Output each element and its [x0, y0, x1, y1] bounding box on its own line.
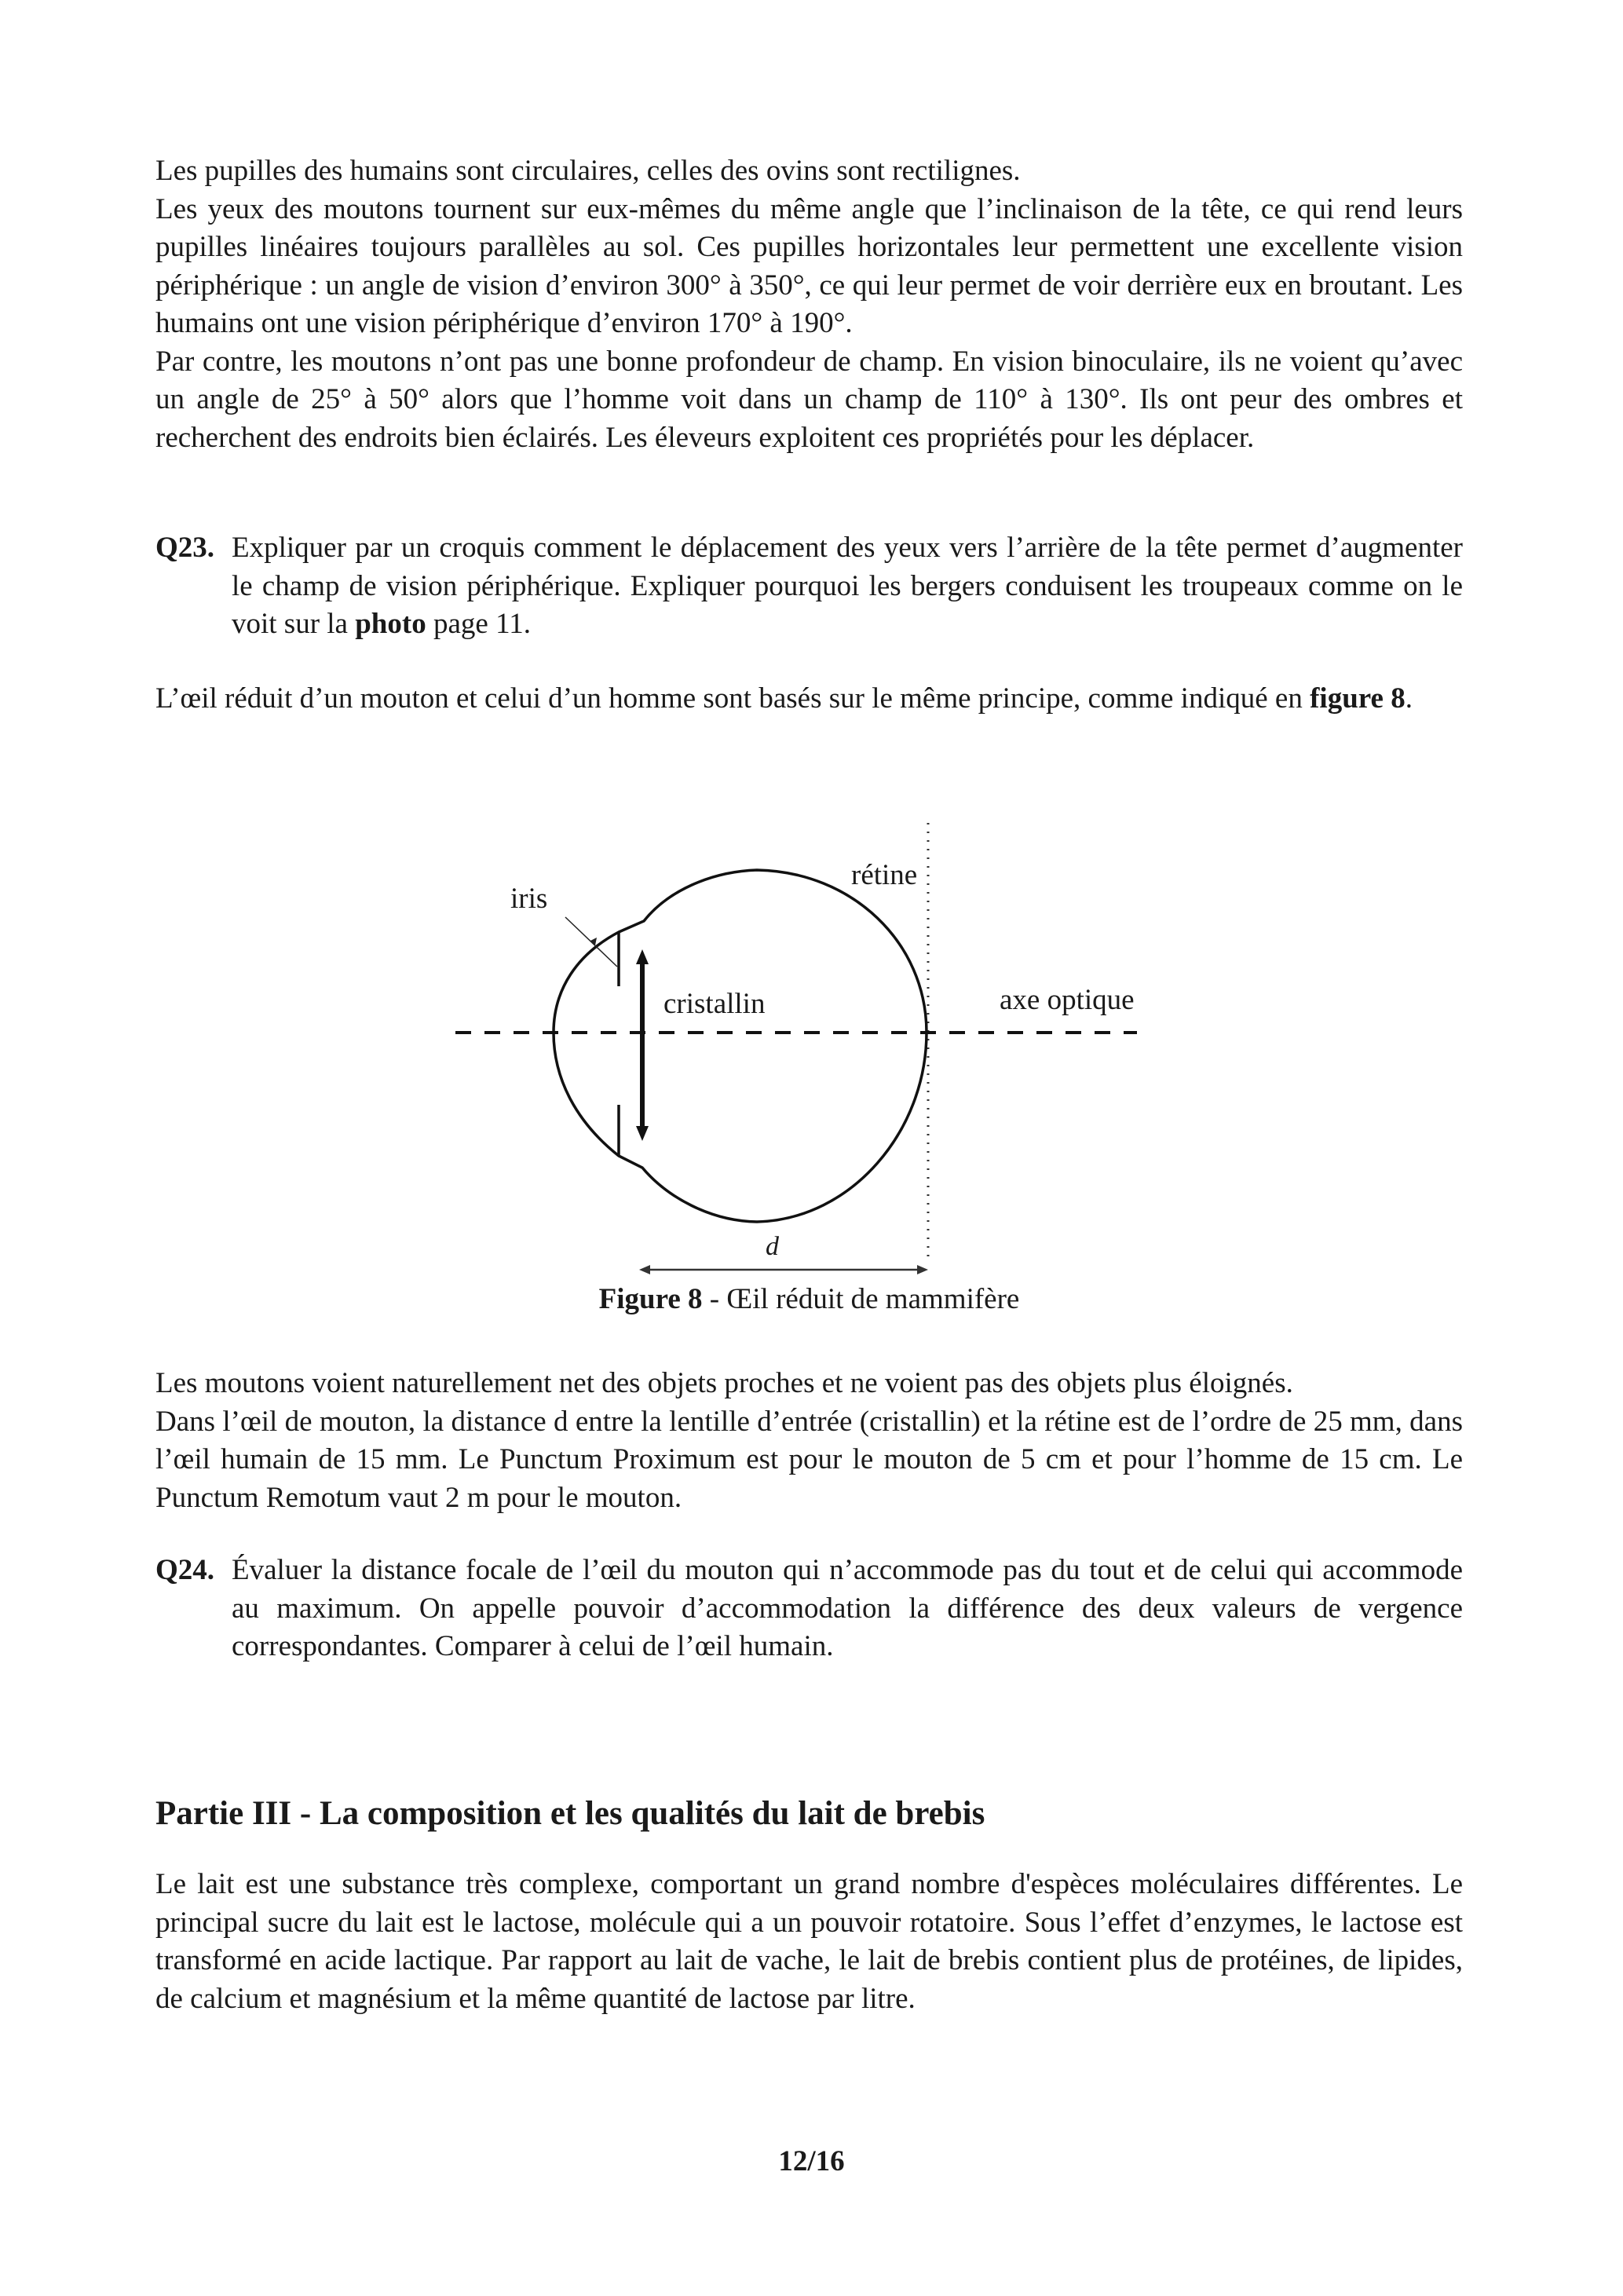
page-number: 12/16 — [778, 2145, 845, 2177]
section-heading: Partie III - La composition et les qualités du lait de brebis — [155, 1795, 985, 1832]
lens-arrowhead-top — [636, 949, 649, 964]
question-text-part: page 11. — [426, 608, 531, 640]
label-retine: rétine — [851, 859, 918, 891]
iris-pointer-line — [565, 917, 617, 967]
sheep-eyes-rotation-text: Les yeux des moutons tournent sur eux-mêmes du même angle que l’inclinaison de la tête, ce qui rend leurs pupilles linéaires toujours parallèles au sol. Ces pupilles horizontales leur permettent une excellente vision périphérique : un angle de vision d’environ 300° à 350°, ce qui leur permet de voir derrière eux en broutant. Les humains ont une vision périphérique d’environ 170° à 190°. — [155, 192, 1463, 339]
d-arrowhead-left — [639, 1265, 650, 1274]
near-vision-sentence: Les moutons voient naturellement net des objets proches et ne voient pas des objets plus éloignés. — [155, 1367, 1293, 1399]
lens-arrowhead-bottom — [636, 1126, 649, 1141]
label-axe-optique: axe optique — [1000, 984, 1135, 1016]
paragraph-end: . — [1405, 682, 1413, 715]
figure-caption-number: Figure 8 — [598, 1283, 703, 1315]
question-label: Q23. — [155, 532, 215, 564]
d-arrowhead-right — [917, 1265, 928, 1274]
paragraph-text: L’œil réduit d’un mouton et celui d’un homme sont basés sur le même principe, comme indiqué en — [155, 682, 1310, 715]
pupils-sentence: Les pupilles des humains sont circulaires, celles des ovins sont rectilignes. — [155, 155, 1021, 187]
figure-reference: figure 8 — [1310, 682, 1406, 715]
eye-distances-text: Dans l’œil de mouton, la distance d entre la lentille d’entrée (cristallin) et la rétine est de l’ordre de 25 mm, dans l’œil humain de 15 mm. Le Punctum Proximum est pour le mouton de 5 cm et pour l’homme de 15 cm. Le Punctum Remotum vaut 2 m pour le mouton. — [155, 1405, 1463, 1514]
photo-reference: photo — [355, 608, 426, 640]
label-iris: iris — [510, 883, 548, 915]
milk-composition-paragraph: Le lait est une substance très complexe, comportant un grand nombre d'espèces moléculaires différentes. Le principal sucre du lait est le lactose, molécule qui a un pouvoir rotatoire. Sous l’effet d’enzymes, le lactose est transformé en acide lactique. Par rapport au lait de vache, le lait de brebis contient plus de protéines, de lipides, de calcium et magnésium et la même quantité de lactose par litre. — [155, 1868, 1463, 2015]
depth-of-field-text: Par contre, les moutons n’ont pas une bonne profondeur de champ. En vision binoculaire, ils ne voient qu’avec un angle de 25° à 50° alors que l’homme voit dans un champ de 110° à 130°. Ils ont peur des ombres et recherchent des endroits bien éclairés. Les éleveurs exploitent ces propriétés pour les déplacer. — [155, 345, 1463, 454]
sheep-vision-paragraph — [155, 1365, 1463, 1517]
question-text-part: Expliquer par un croquis comment le déplacement des yeux vers l’arrière de la tête permet d’augmenter le champ de vision périphérique. Expliquer pourquoi les bergers conduisent les troupeaux comme on le voit sur la — [232, 532, 1463, 640]
eye-outline — [554, 870, 927, 1222]
question-q24 — [155, 1552, 1463, 1666]
question-label: Q24. — [155, 1554, 215, 1586]
question-text: Évaluer la distance focale de l’œil du mouton qui n’accommode pas du tout et de celui qui accommode au maximum. On appelle pouvoir d’accommodation la différence des deux valeurs de vergence correspondantes. Comparer à celui de l’œil humain. — [232, 1554, 1463, 1662]
label-distance-d: d — [766, 1232, 779, 1261]
figure-caption-text: - Œil réduit de mammifère — [702, 1283, 1020, 1315]
label-cristallin: cristallin — [663, 988, 766, 1020]
figure-caption — [155, 1281, 1463, 1319]
